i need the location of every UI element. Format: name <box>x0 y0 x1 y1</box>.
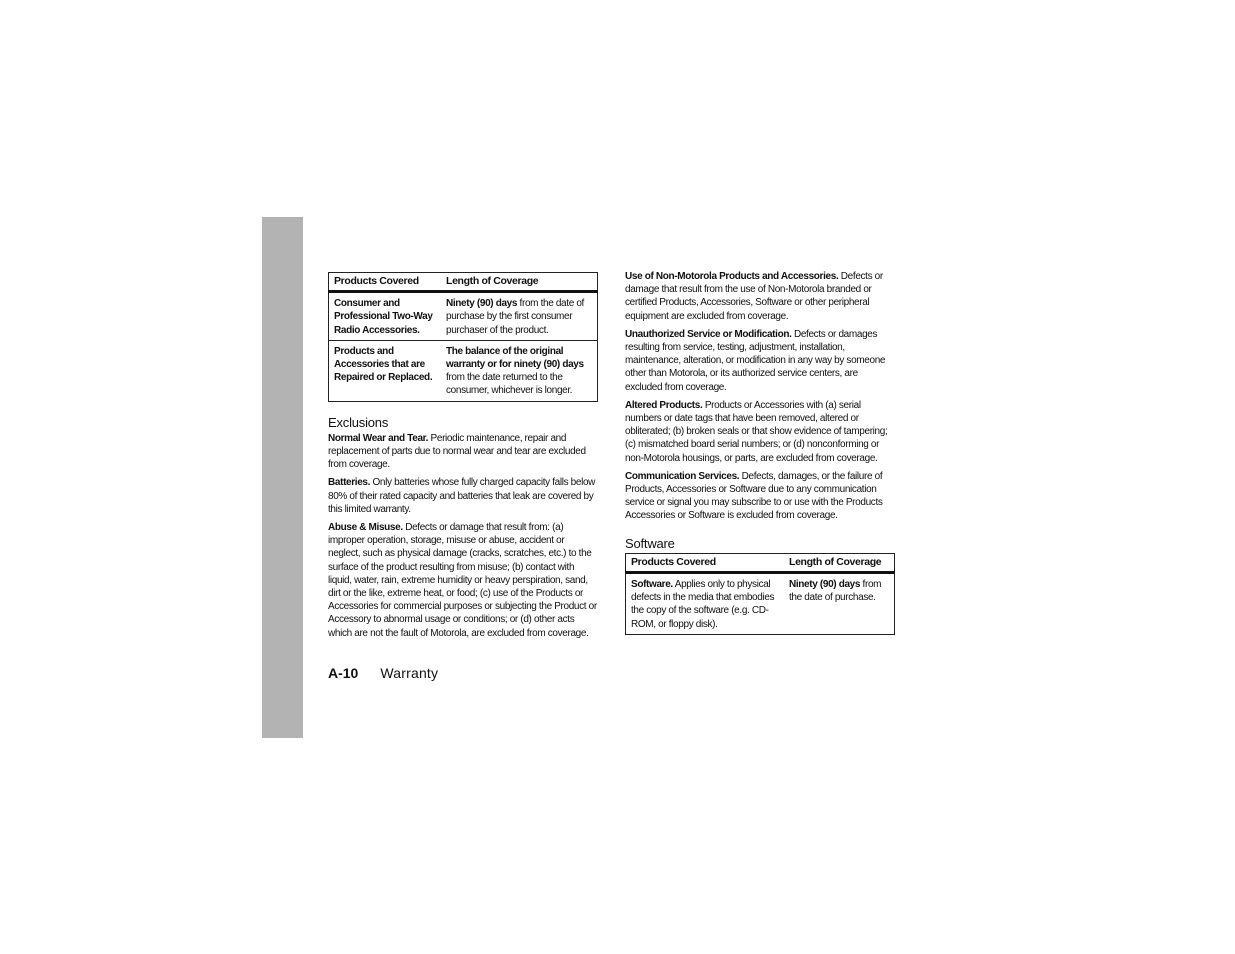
left-column <box>328 272 598 645</box>
software-coverage-table <box>625 553 895 635</box>
product-cell <box>626 573 785 635</box>
exclusion-term: Normal Wear and Tear. <box>328 432 429 444</box>
table-header-row <box>329 273 598 292</box>
exclusion-text: Only batteries whose fully charged capacity falls below 80% of their rated capacity and batteries that leak are covered by this limited warranty. <box>328 477 596 515</box>
coverage-cell <box>441 340 598 401</box>
software-heading: Software <box>625 535 675 551</box>
exclusion-text: Defects, damages, or the failure of Products, Accessories or Software due to any communication service or signal you may subscribe to or use with the Products Accessories or Software is excluded from coverage. <box>625 470 883 522</box>
coverage-bold: Ninety (90) days <box>446 298 518 310</box>
exclusion-term: Batteries. <box>328 477 371 489</box>
exclusion-normal-wear <box>328 432 598 472</box>
product-cell: Products and Accessories that are Repaired or Replaced. <box>329 340 442 401</box>
product-bold: Software. <box>631 579 673 591</box>
right-column <box>625 270 895 635</box>
page-footer <box>328 665 438 681</box>
coverage-table <box>328 272 598 402</box>
page-section-title: Warranty <box>380 665 439 681</box>
coverage-text: from the date returned to the consumer, whichever is longer. <box>446 372 573 397</box>
coverage-text: from the date of purchase. <box>789 579 882 604</box>
exclusion-text: Defects or damages resulting from service, testing, adjustment, installation, maintenance, alteration, or modification in any way by someone other than Motorola, or its authorized service centers, are excluded from coverage. <box>625 328 886 393</box>
exclusion-term: Communication Services. <box>625 470 740 482</box>
product-text: Applies only to physical defects in the media that embodies the copy of the software (e.g. CD-ROM, or floppy disk). <box>631 579 775 630</box>
exclusions-heading: Exclusions <box>328 414 389 430</box>
coverage-cell <box>441 292 598 341</box>
header-products-covered: Products Covered <box>626 553 785 572</box>
exclusion-term: Use of Non-Motorola Products and Accessories. <box>625 271 839 282</box>
side-tab <box>262 217 303 738</box>
exclusion-text: Defects or damage that result from the use of Non-Motorola branded or certified Products, Accessories, Software or other peripheral equipment are excluded from coverage. <box>625 271 883 322</box>
exclusion-abuse-misuse <box>328 521 598 640</box>
exclusion-term: Abuse & Misuse. <box>328 522 403 534</box>
header-length-of-coverage: Length of Coverage <box>784 553 895 572</box>
coverage-cell <box>784 573 895 635</box>
coverage-bold: The balance of the original warranty or for ninety (90) days <box>446 345 584 371</box>
exclusion-batteries <box>328 476 598 516</box>
exclusion-text: Periodic maintenance, repair and replacement of parts due to normal wear and tear are excluded from coverage. <box>328 432 586 471</box>
table-row <box>626 573 895 635</box>
header-length-of-coverage: Length of Coverage <box>441 273 598 292</box>
table-row <box>329 340 598 401</box>
table-header-row <box>626 553 895 572</box>
coverage-text: from the date of purchase by the first consumer purchaser of the product. <box>446 298 584 336</box>
page-number: A-10 <box>328 665 359 681</box>
coverage-bold: Ninety (90) days <box>789 579 861 591</box>
header-products-covered: Products Covered <box>329 273 442 292</box>
exclusion-altered-products <box>625 399 895 465</box>
table-row <box>329 292 598 341</box>
exclusion-text: Products or Accessories with (a) serial numbers or date tags that have been removed, altered or obliterated; (b) broken seals or that show evidence of tampering; (c) mismatched board serial numbers; or (d) nonconforming or non-Motorola housings, or parts, are excluded from coverage. <box>625 399 888 464</box>
exclusion-text: Defects or damage that result from: (a) improper operation, storage, misuse or abuse, accident or neglect, such as physical damage (cracks, scratches, etc.) to the surface of the product resulting from misuse; (b) contact with liquid, water, rain, extreme humidity or heavy perspiration, sand, dirt or the like, extreme heat, or food; (c) use of the Products or Accessories for commercial purposes or subjecting the Product or Accessory to abnormal usage or conditions; or (d) other acts which are not the fault of Motorola, are excluded from coverage. <box>328 522 597 639</box>
exclusion-term: Altered Products. <box>625 399 703 411</box>
product-cell: Consumer and Professional Two-Way Radio Accessories. <box>329 292 442 341</box>
exclusion-non-motorola <box>625 270 895 323</box>
exclusion-unauthorized-service <box>625 328 895 394</box>
exclusion-term: Unauthorized Service or Modification. <box>625 328 792 340</box>
exclusion-communication-services <box>625 470 895 523</box>
